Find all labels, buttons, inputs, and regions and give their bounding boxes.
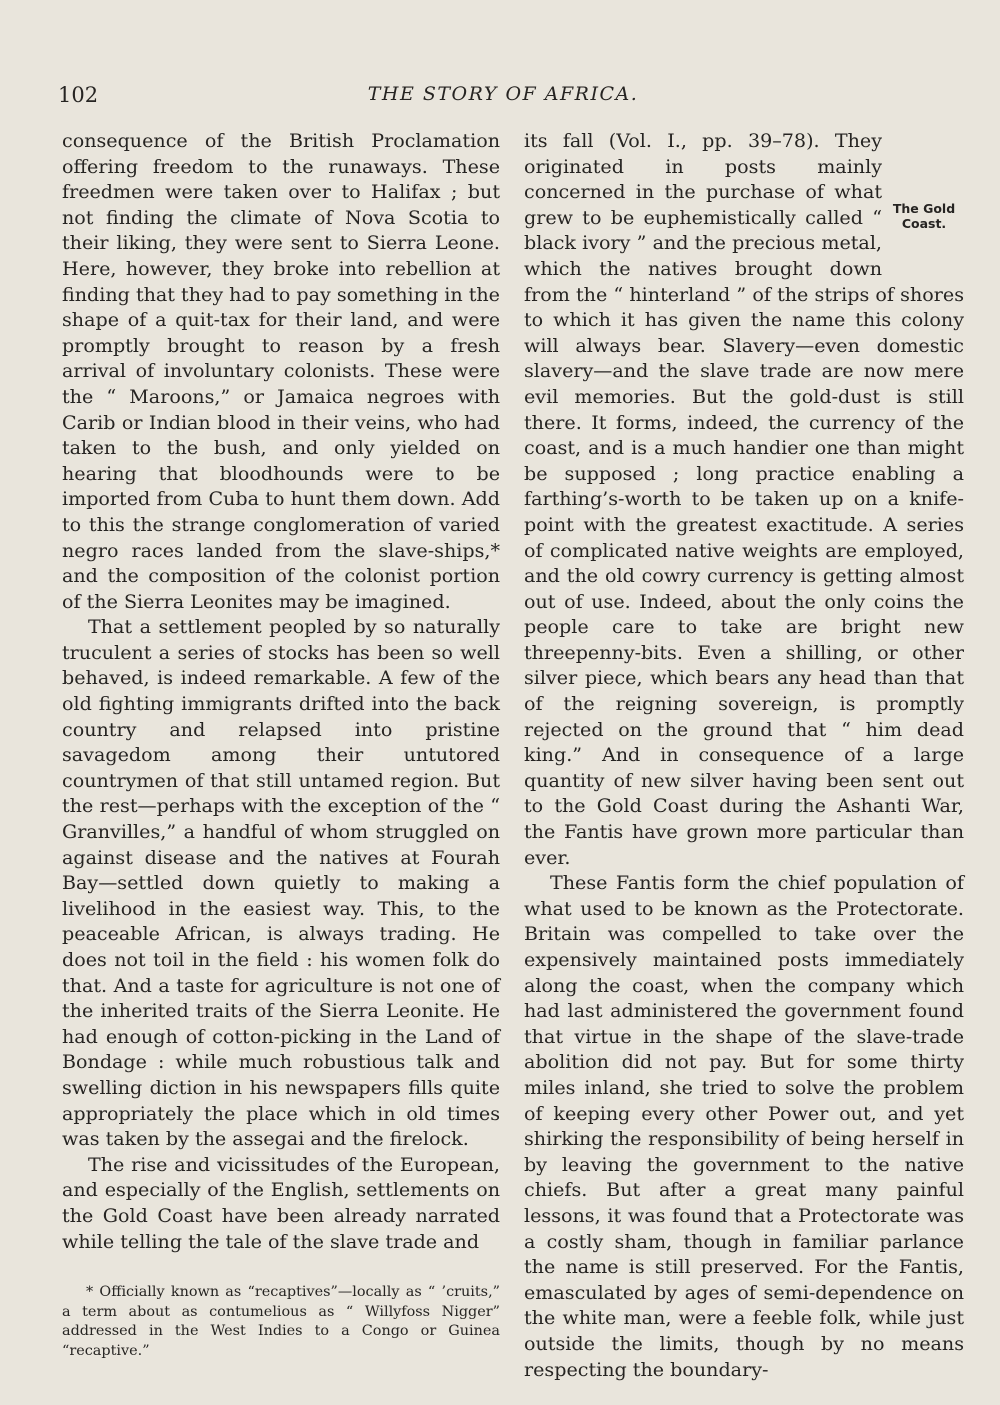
paragraph: The rise and vicissitudes of the European, and especially of the English, settlements on the Gold Coast have been already narrated while telling the tale of the slave trade and [62, 1152, 500, 1253]
paragraph: its fall (Vol. I., pp. 39–78). They originated in posts mainly concerned in the purchase of what grew to be euphemistically called “ black ivory ” and the precious metal, which the natives brought down from the “ hinterland ” of the strips of shores to which it has given the name this colony will always bear. Slavery—even domestic slavery—and the slave trade are now mere evil memories. But the gold-dust is still there. It forms, indeed, the currency of the coast, and is a much handier one than might be supposed ; long practice enabling a farthing’s-worth to be taken up on a knife-point with the greatest exactitude. A series of complicated native weights are employed, and the old cowry currency is getting almost out of use. Indeed, about the only coins the people care to take are bright new threepenny-bits. Even a shilling, or other silver piece, which bears any head than that of the reigning sovereign, is promptly rejected on the ground that “ him dead king.” And in consequence of a large quantity of new silver having been sent out to the Gold Coast during the Ashanti War, the Fantis have grown more particular than ever. [524, 129, 964, 869]
paragraph: These Fantis form the chief population of what used to be known as the Protectorate. Britain was compelled to take over the expensively maintained posts immediately along the coast, when the company which had last administered the government found that virtue in the shape of the slave-trade abolition did not pay. But for some thirty miles inland, she tried to solve the problem of keeping every other Power out, and yet shirking the responsibility of being herself in by leaving the government to the native chiefs. But after a great many painful lessons, it was found that a Protectorate was a costly sham, though in familiar parlance the name is still preserved. For the Fantis, emasculated by ages of semi-dependence on the white man, were a feeble folk, while just outside the limits, though by no means respecting the boundary- [524, 871, 964, 1381]
running-title: THE STORY OF AFRICA. [367, 83, 639, 105]
left-column [62, 128, 500, 1254]
paragraph: That a settlement peopled by so naturally truculent a series of stocks has been so well behaved, is indeed remarkable. A few of the old fighting immigrants drifted into the back country and relapsed into pristine savagedom among their untutored countrymen of that still untamed region. But the rest—perhaps with the exception of the “ Granvilles,” a handful of whom struggled on against disease and the natives at Fourah Bay—settled down quietly to making a livelihood in the easiest way. This, to the peaceable African, is always trading. He does not toil in the field : his women folk do that. And a taste for agriculture is not one of the inherited traits of the Sierra Leonite. He had enough of cotton-picking in the Land of Bondage : while much robustious talk and swelling diction in his newspapers fills quite appropriately the place which in old times was taken by the assegai and the firelock. [62, 615, 500, 1151]
footnote-text: * Officially known as “recaptives”—locally as “ ’cruits,” a term about as contumelious as “ Willyfoss Nigger” addressed in the West Indies to a Congo or Guinea “recaptive.” [62, 1284, 500, 1359]
right-column [524, 128, 964, 1382]
page-number: 102 [58, 83, 99, 107]
page-header [58, 83, 948, 113]
side-note: The Gold Coast. [892, 201, 956, 231]
footnote [62, 1283, 500, 1361]
paragraph: consequence of the British Proclamation offering freedom to the runaways. These freedmen were taken over to Halifax ; but not finding the climate of Nova Scotia to their liking, they were sent to Sierra Leone. Here, however, they broke into rebellion at finding that they had to pay something in the shape of a quit-tax for their land, and were promptly brought to reason by a fresh arrival of involuntary colonists. These were the “ Maroons,” or Jamaica negroes with Carib or Indian blood in their veins, who had taken to the bush, and only yielded on hearing that bloodhounds were to be imported from Cuba to hunt them down. Add to this the strange conglomeration of varied negro races landed from the slave-ships,* and the composition of the colonist portion of the Sierra Leonites may be imagined. [62, 129, 500, 613]
